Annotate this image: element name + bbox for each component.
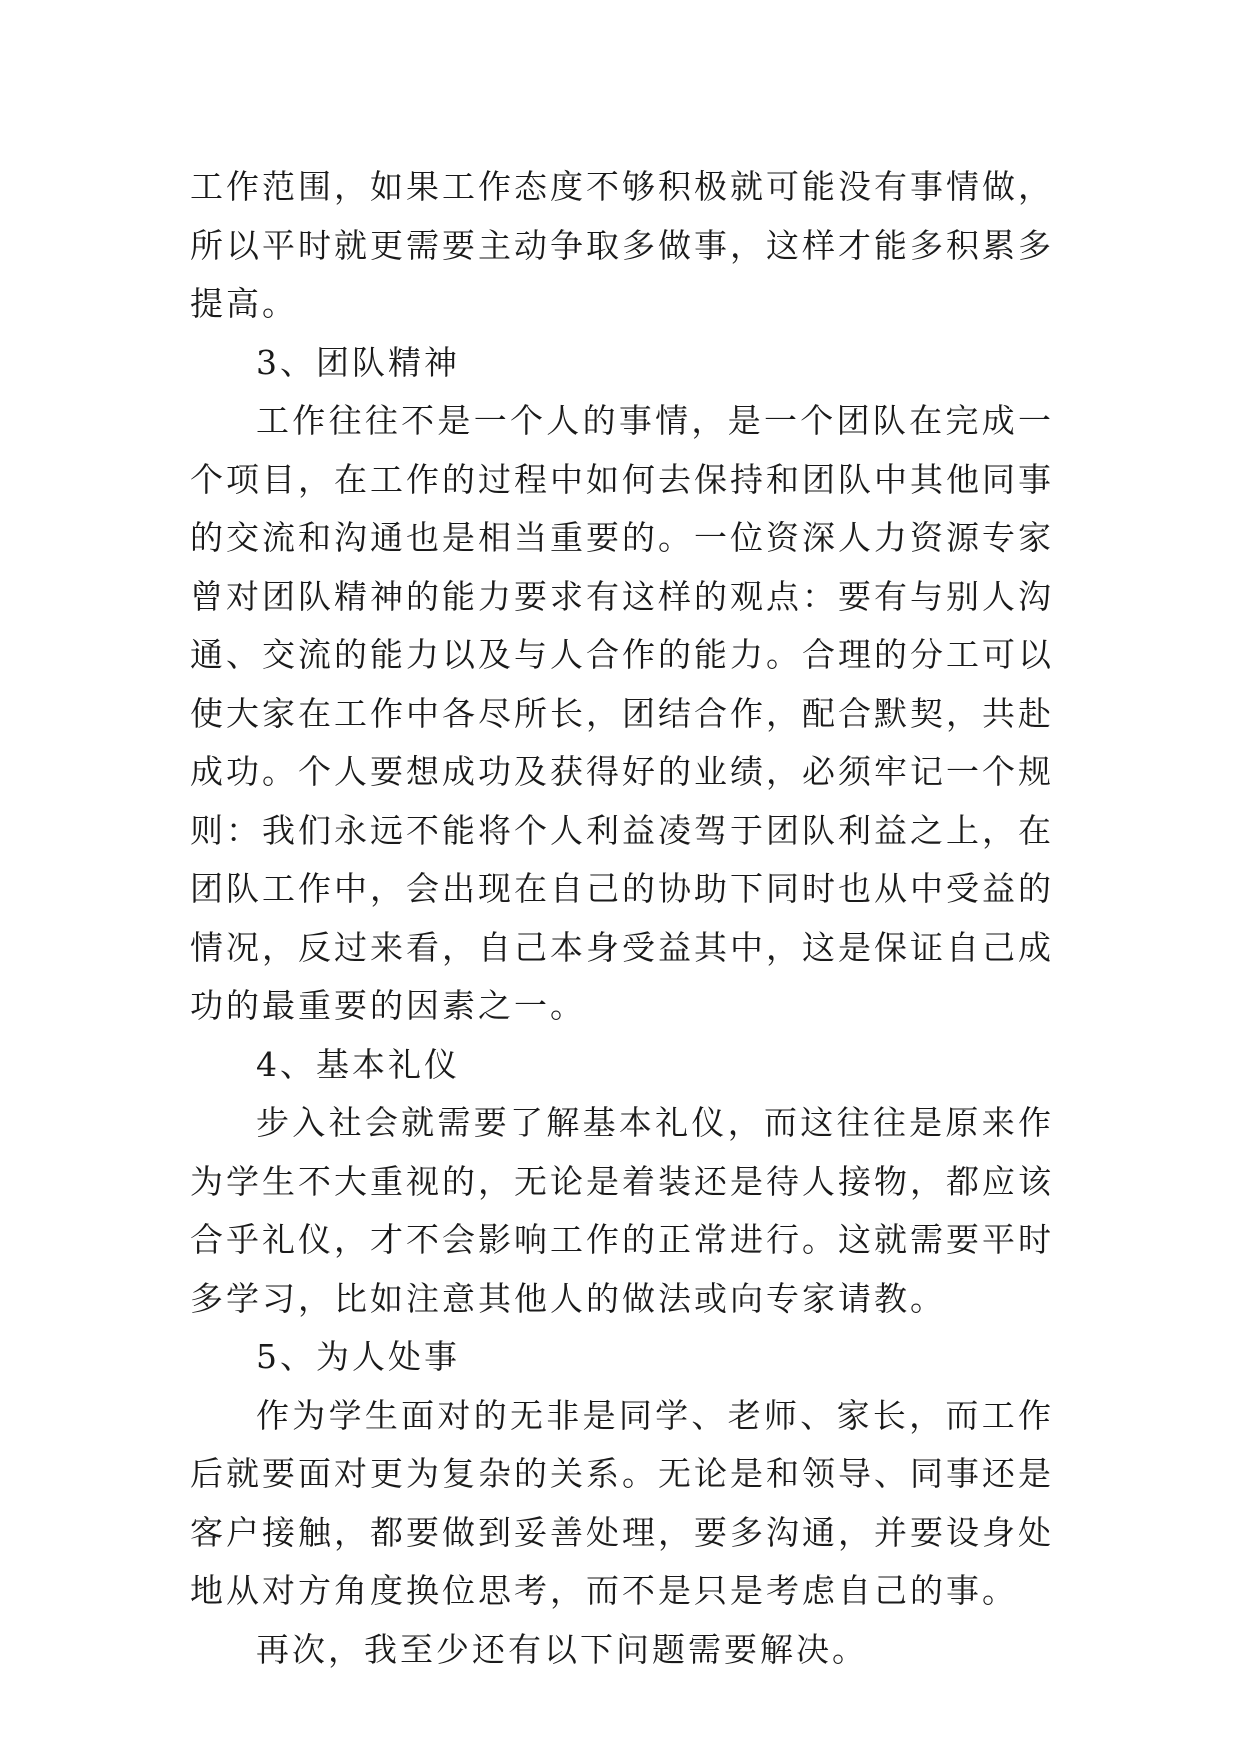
paragraph-basic-etiquette: 步入社会就需要了解基本礼仪，而这往往是原来作为学生不大重视的，无论是着装还是待人接物，都应该合乎礼仪，才不会影响工作的正常进行。这就需要平时多学习，比如注意其他人的做法或向专家请教。 xyxy=(190,1103,1054,1318)
paragraph-closing: 再次，我至少还有以下问题需要解决。 xyxy=(256,1629,868,1669)
paragraph-team-spirit: 工作往往不是一个人的事情，是一个团队在完成一个项目，在工作的过程中如何去保持和团队中其他同事的交流和沟通也是相当重要的。一位资深人力资源专家曾对团队精神的能力要求有这样的观点：要有与别人沟通、交流的能力以及与人合作的能力。合理的分工可以使大家在工作中各尽所长，团结合作，配合默契，共赴成功。个人要想成功及获得好的业绩，必须牢记一个规则：我们永远不能将个人利益凌驾于团队利益之上，在团队工作中，会出现在自己的协助下同时也从中受益的情况，反过来看，自己本身受益其中，这是保证自己成功的最重要的因素之一。 xyxy=(190,401,1054,1025)
paragraph-continuation: 工作范围，如果工作态度不够积极就可能没有事情做，所以平时就更需要主动争取多做事，这样才能多积累多提高。 xyxy=(190,167,1054,323)
paragraph-conduct: 作为学生面对的无非是同学、老师、家长，而工作后就要面对更为复杂的关系。无论是和领导、同事还是客户接触，都要做到妥善处理，要多沟通，并要设身处地从对方角度换位思考，而不是只是考虑自己的事。 xyxy=(190,1395,1054,1610)
heading-conduct: 5、为人处事 xyxy=(256,1337,460,1376)
document-body xyxy=(190,158,1054,1679)
heading-basic-etiquette: 4、基本礼仪 xyxy=(256,1044,460,1084)
heading-team-spirit: 3、团队精神 xyxy=(256,342,460,382)
